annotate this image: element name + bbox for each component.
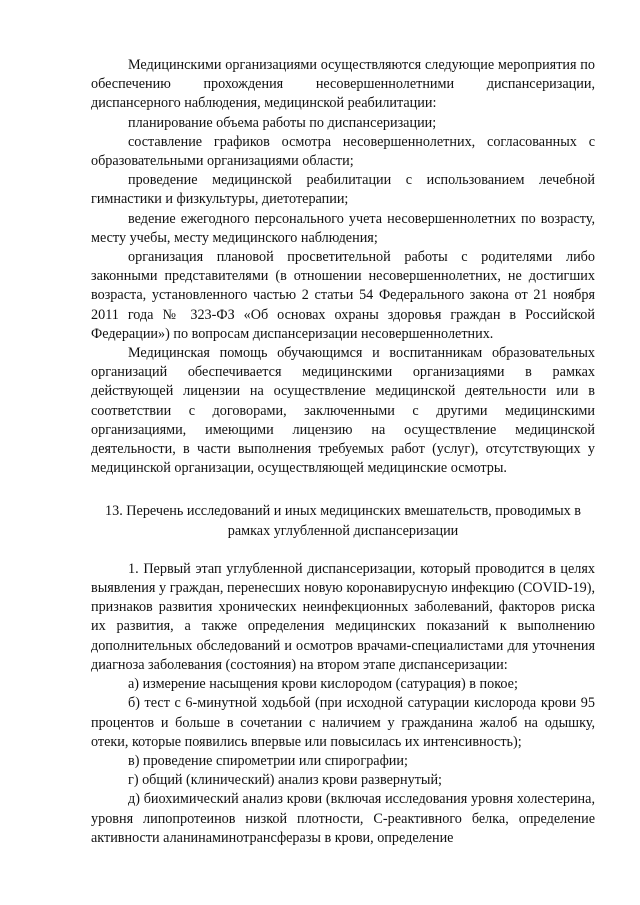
list-item-education-work: организация плановой просветительной работы с родителями либо законными представителями (в отношении несовершеннолетних, не достигших возраста, установленного частью 2 статьи 54 Федерального закона от 21 ноября 2011 года № 323-ФЗ «Об основах охраны здоровья граждан в Российской Федерации») по вопросам диспансеризации несовершеннолетних.	[91, 249, 595, 342]
list-item-v: в) проведение спирометрии или спирографии;	[128, 752, 408, 769]
list-item-rehabilitation: проведение медицинской реабилитации с использованием лечебной гимнастики и физкультуры, диетотерапии;	[91, 172, 595, 208]
paragraph-medical-help: Медицинская помощь обучающимся и воспитанникам образовательных организаций обеспечивается медицинскими организациями в рамках действующей лицензии на осуществление медицинской деятельности или в соответствии с договорами, заключенными с другими медицинскими организациями, имеющими лицензию на осуществление медицинской деятельности, в части выполнения требуемых работ (услуг), отсутствующих у медицинской организации, осуществляющей медицинские осмотры.	[91, 345, 595, 477]
list-item-b: б) тест с 6-минутной ходьбой (при исходной сатурации кислорода крови 95 процентов и больше в сочетании с наличием у гражданина жалоб на одышку, отеки, которые появились впервые или повысилась их интенсивность);	[91, 695, 595, 750]
list-item-a: а) измерение насыщения крови кислородом (сатурация) в покое;	[128, 676, 518, 693]
list-item-record-keeping: ведение ежегодного персонального учета несовершеннолетних по возрасту, месту учебы, месту медицинского наблюдения;	[91, 210, 595, 246]
list-item-g: г) общий (клинический) анализ крови развернутый;	[128, 772, 442, 789]
list-item-schedules: составление графиков осмотра несовершеннолетних, согласованных с образовательными организациями области;	[91, 133, 595, 170]
paragraph-first-stage: 1. Первый этап углубленной диспансеризации, который проводится в целях выявления у граждан, перенесших новую коронавирусную инфекцию (COVID-19), признаков развития хронических неинфекционных заболеваний, факторов риска их развития, а также определения медицинских показаний к выполнению дополнительных обследований и осмотров врачами-специалистами для уточнения диагноза заболевания (состояния) на втором этапе диспансеризации:	[91, 560, 595, 673]
section-heading: 13. Перечень исследований и иных медицинских вмешательств, проводимых в рамках углубленной диспансеризации	[105, 503, 581, 539]
list-item-d: д) биохимический анализ крови (включая исследования уровня холестерина, уровня липопротеинов низкой плотности, С-реактивного белка, определение активности аланинаминотрансферазы в крови, определение	[91, 791, 595, 846]
paragraph-intro: Медицинскими организациями осуществляются следующие мероприятия по обеспечению прохождения несовершеннолетними диспансеризации, диспансерного наблюдения, медицинской реабилитации:	[91, 57, 595, 112]
list-item-planning: планирование объема работы по диспансеризации;	[128, 114, 437, 131]
